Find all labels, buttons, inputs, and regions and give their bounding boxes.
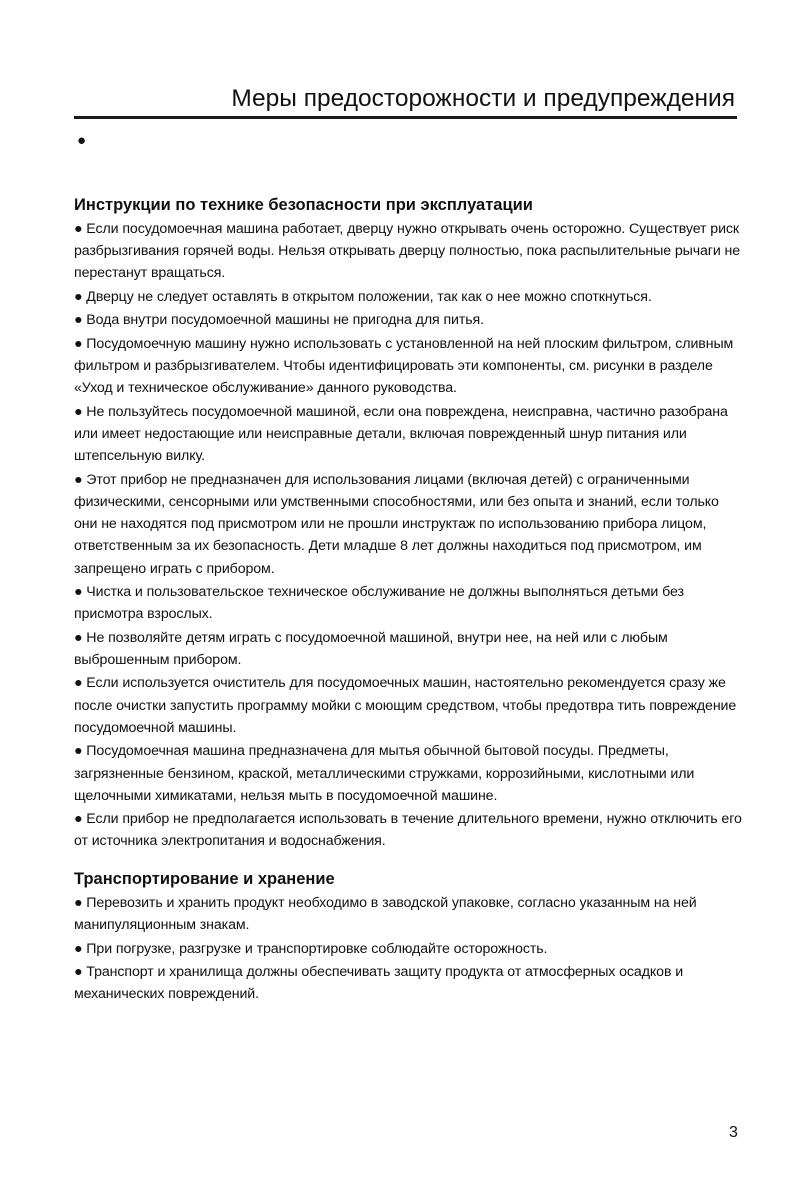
list-item: ● Дверцу не следует оставлять в открытом положении, так как о нее можно споткнуться.	[74, 288, 652, 305]
list-item: ● Посудомоечная машина предназначена для мытья обычной бытовой посуды. Предметы, загрязненные бензином, краской, металлическими стружками, коррозийными, кислотными или щелочными химикатами, нельзя мыть в посудомоечной машине.	[74, 743, 695, 804]
list-item: ● Посудомоечную машину нужно использовать с установленной на ней плоским фильтром, сливным фильтром и разбрызгивателем. Чтобы идентифицировать эти компоненты, см. рисунки в разделе «Уход и техническое обслуживание» данного руководства.	[74, 335, 734, 397]
section-transport-storage	[74, 867, 742, 1006]
empty-bullet: ●	[77, 132, 87, 149]
list-item: ● Вода внутри посудомоечной машины не пригодна для питья.	[74, 312, 484, 329]
list-item: ● Чистка и пользовательское техническое обслуживание не должны выполняться детьми без присмотра взрослых.	[74, 584, 684, 623]
section-operation-safety	[74, 193, 742, 853]
list-item: ● Если прибор не предполагается использовать в течение длительного времени, нужно отключить его от источника электропитания и водоснабжения.	[74, 811, 742, 850]
list-item: ● При погрузке, разгрузке и транспортировке соблюдайте осторожность.	[74, 940, 548, 957]
list-item: ● Не пользуйтесь посудомоечной машиной, если она повреждена, неисправна, частично разобрана или имеет недостающие или неисправные детали, включая поврежденный шнур питания или штепсельную вилку.	[74, 403, 728, 465]
section-spacer	[74, 854, 742, 867]
section-heading: Транспортирование и хранение	[74, 869, 335, 888]
document-body	[74, 193, 742, 1007]
section-heading: Инструкции по технике безопасности при эксплуатации	[74, 196, 533, 214]
list-item: ● Этот прибор не предназначен для использования лицами (включая детей) с ограниченными физическими, сенсорными или умственными способностями, или без опыта и знаний, если только они не находятся под присмотром или не прошли инструктаж по использованию прибора лицом, ответственным за их безопасность. Дети младше 8 лет должны находиться под присмотром, им запрещено играть с прибором.	[74, 471, 719, 577]
list-item: ● Перевозить и хранить продукт необходимо в заводской упаковке, согласно указанным на ней манипуляционным знакам.	[74, 894, 697, 934]
header-divider	[74, 116, 737, 119]
list-item: ● Если используется очиститель для посудомоечных машин, настоятельно рекомендуется сразу же после очистки запустить программу мойки с моющим средством, чтобы предотвра тить повреждение посудомоечной машины.	[74, 675, 737, 736]
page-title: Меры предосторожности и предупреждения	[231, 85, 735, 112]
list-item: ● Если посудомоечная машина работает, дверцу нужно открывать очень осторожно. Существует риск разбрызгивания горячей воды. Нельзя открывать дверцу полностью, пока распылительные рычаги не перестанут вращаться.	[74, 221, 741, 282]
list-item: ● Транспорт и хранилища должны обеспечивать защиту продукта от атмосферных осадков и механических повреждений.	[74, 964, 684, 1003]
page-number: 3	[729, 1124, 738, 1141]
list-item: ● Не позволяйте детям играть с посудомоечной машиной, внутри нее, на ней или с любым выброшенным прибором.	[74, 629, 668, 668]
